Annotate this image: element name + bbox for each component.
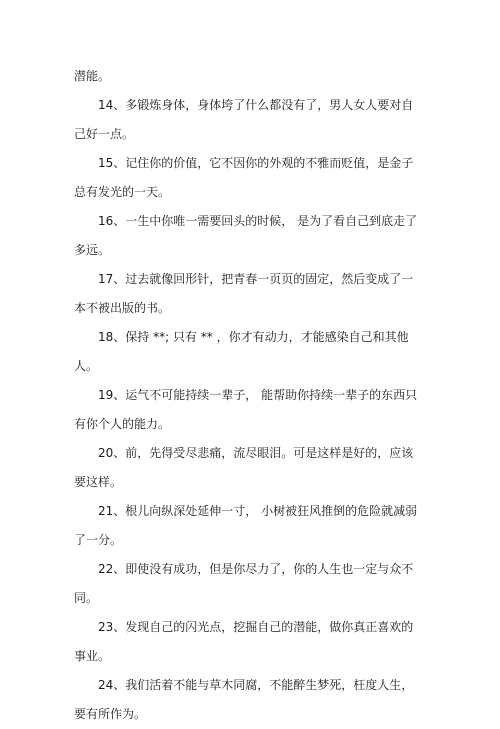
paragraph-16: 16、一生中你唯一需要回头的时候， 是为了看自己到底走了多远。 [74,214,418,257]
paragraph-23: 23、发现自己的闪光点，挖掘自己的潜能，做你真正喜欢的事业。 [74,620,414,663]
paragraph-continuation: 潜能。 [74,69,111,83]
text-column [74,62,424,729]
paragraph-17: 17、过去就像回形针，把青春一页页的固定，然后变成了一本不被出版的书。 [74,272,414,315]
paragraph-15: 15、记住你的价值，它不因你的外观的不雅而贬值，是金子总有发光的一天。 [74,156,414,199]
paragraph-22: 22、即使没有成功，但是你尽力了，你的人生也一定与众不同。 [74,562,414,605]
paragraph-21: 21、根儿向纵深处延伸一寸， 小树被狂风推倒的危险就减弱了一分。 [74,504,418,547]
paragraph-24: 24、我们活着不能与草木同腐，不能醉生梦死，枉度人生，要有所作为。 [74,678,414,721]
paragraph-19: 19、运气不可能持续一辈子， 能帮助你持续一辈子的东西只有你个人的能力。 [74,388,418,431]
paragraph-20: 20、前，先得受尽悲痛，流尽眼泪。可是这样是好的，应该要这样。 [74,446,414,489]
paragraph-18: 18、保持 **; 只有 ** ，你才有动力，才能感染自己和其他人。 [74,330,409,373]
paragraph-14: 14、多锻炼身体，身体垮了什么都没有了，男人女人要对自己好一点。 [74,98,414,141]
